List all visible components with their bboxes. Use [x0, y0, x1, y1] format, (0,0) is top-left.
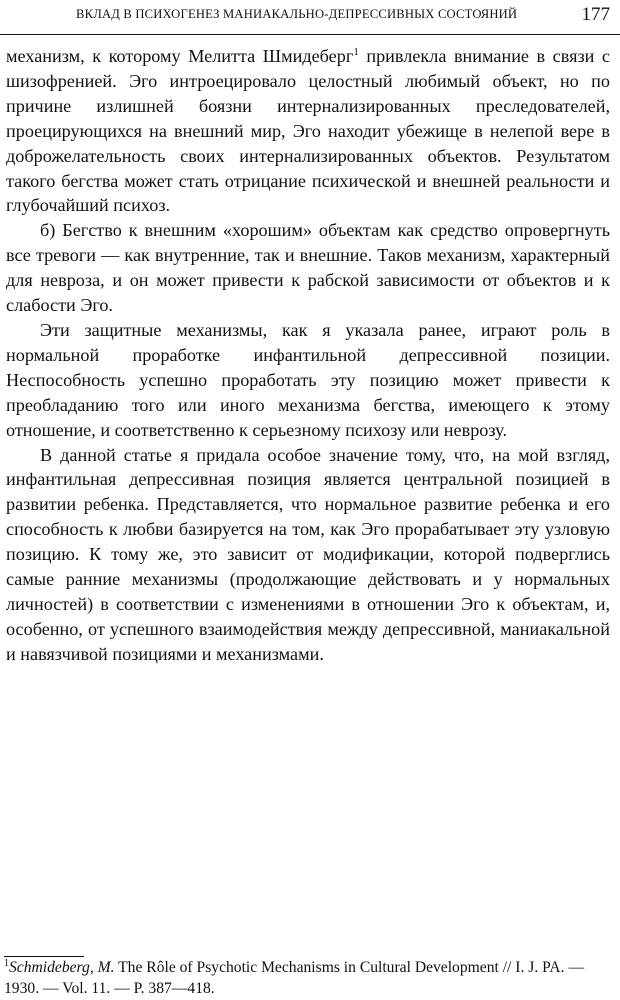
- running-head: [0, 0, 620, 38]
- footnote-author: Schmideberg, M.: [9, 959, 115, 976]
- paragraph-1-text-a: механизм, к которому Мелитта Шмидеберг: [6, 46, 354, 66]
- paragraph-3: Эти защитные механизмы, как я указала ранее, играют роль в нормальной проработке инфантильной депрессивной позиции. Неспособность успешно проработать эту позицию может привести к преобладанию того или иного механизма бегства, имеющего к этому отношение, и соответственно к серьезному психозу или неврозу.: [6, 319, 610, 440]
- footnote-text: The Rôle of Psychotic Mechanisms in Cultural Development // I. J. PA. — 1930. — Vol. 11. — P. 387—418.: [4, 959, 585, 997]
- header-rule: [0, 34, 620, 35]
- footnote-reference: 1: [353, 45, 359, 58]
- paragraph-1: [6, 44, 610, 218]
- footnote-rule: [4, 956, 84, 957]
- page-number: 177: [581, 4, 610, 25]
- footnote: [4, 958, 614, 999]
- paragraph-4: В данной статье я придала особое значение тому, что, на мой взгляд, инфантильная депрессивная позиция является центральной позицией в развитии ребенка. Представляется, что нормальное развитие ребенка и его способность к любви базируется на том, как Эго прорабатывает эту узловую позицию. К тому же, это зависит от модификации, которой подверглись самые ранние механизмы (продолжающие действовать и у нормальных личностей) в соответствии с изменениями в отношении Эго к объектам, и, особенно, от успешного взаимодействия между депрессивной, маниакальной и навязчивой позициями и механизмами.: [6, 444, 610, 664]
- body-text: [6, 44, 610, 667]
- paragraph-1-text-b: привлекла внимание в связи с шизофренией. Эго интроецировало целостный любимый объект, но по причине излишней боязни интернализированных преследователей, проецирующихся на внешний мир, Эго находит убежище в нелепой вере в доброжелательность своих интернализированных объектов. Результатом такого бегства может стать отрицание психической и внешней реальности и глубочайший психоз.: [6, 46, 610, 216]
- footnote-number: 1: [4, 957, 9, 969]
- running-title: ВКЛАД В ПСИХОГЕНЕЗ МАНИАКАЛЬНО-ДЕПРЕССИВНЫХ СОСТОЯНИЙ: [76, 7, 518, 21]
- paragraph-2: б) Бегство к внешним «хорошим» объектам как средство опровергнуть все тревоги — как внутренние, так и внешние. Таков механизм, характерный для невроза, и он может привести к рабской зависимости от объектов и к слабости Эго.: [6, 220, 610, 316]
